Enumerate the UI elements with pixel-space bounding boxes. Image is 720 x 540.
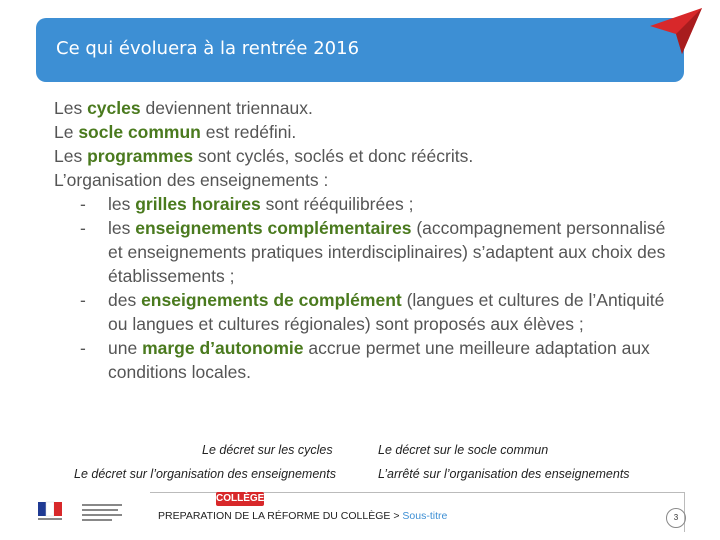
title-banner — [36, 18, 684, 82]
link-decret-organisation[interactable]: Le décret sur l’organisation des enseignements — [74, 467, 336, 481]
line-organisation: L’organisation des enseignements : — [54, 170, 329, 190]
list-item: - une marge d’autonomie accrue permet une meilleure adaptation aux conditions locales. — [80, 338, 650, 382]
link-arrete-organisation[interactable]: L’arrêté sur l’organisation des enseignements — [378, 467, 630, 481]
arrow-logo-icon — [646, 6, 704, 58]
slide-body — [54, 96, 674, 384]
slide-title: Ce qui évoluera à la rentrée 2016 — [56, 38, 360, 59]
list-item: - des enseignements de complément (langues et cultures de l’Antiquité ou langues et cultures régionales) sont proposés aux élèves ; — [80, 290, 665, 334]
link-decret-socle[interactable]: Le décret sur le socle commun — [378, 443, 549, 457]
college-badge: COLLÈGE — [216, 493, 265, 504]
line-cycles: Les cycles deviennent triennaux. — [54, 98, 313, 118]
list-item: - les grilles horaires sont rééquilibrées ; — [80, 194, 414, 214]
bullet-list — [54, 192, 674, 384]
line-socle: Le socle commun est redéfini. — [54, 122, 297, 142]
list-item: - les enseignements complémentaires (accompagnement personnalisé et enseignements pratiques interdisciplinaires) s’adaptent aux choix des établissements ; — [80, 218, 666, 286]
republique-francaise-logo-icon — [38, 500, 128, 526]
line-programmes: Les programmes sont cyclés, soclés et donc réécrits. — [54, 146, 474, 166]
page-number: 3 — [666, 508, 686, 528]
footer-caption: PREPARATION DE LA RÉFORME DU COLLÈGE > Sous-titre — [158, 510, 448, 522]
link-decret-cycles[interactable]: Le décret sur les cycles — [202, 443, 333, 457]
